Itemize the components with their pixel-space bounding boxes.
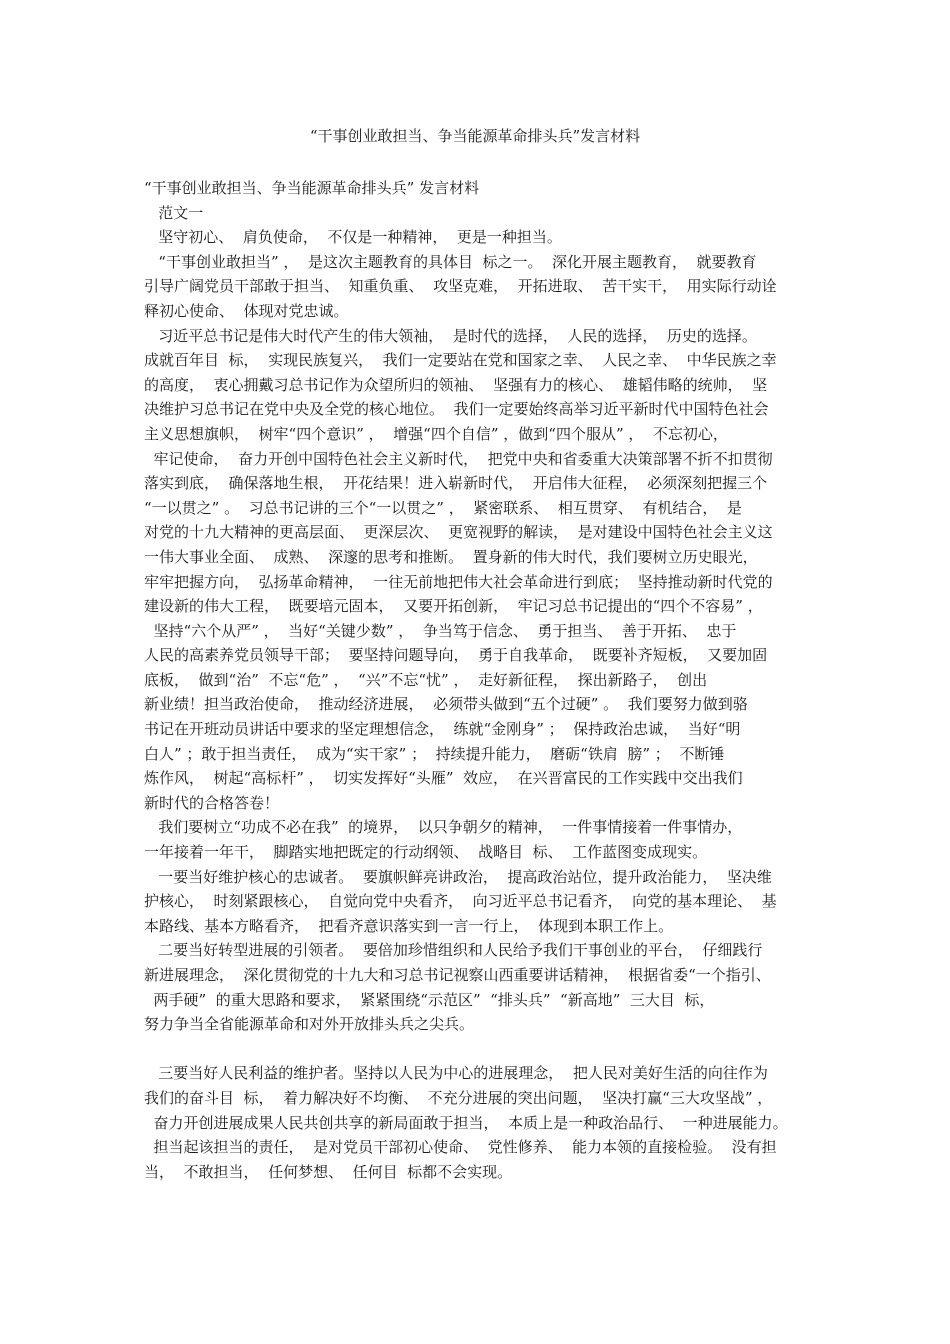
- text-line: 我们的奋斗目 标， 着力解决好不均衡、 不充分进展的突出问题， 坚决打赢“三大攻坚战” ，: [144, 1088, 773, 1107]
- text-line: 习近平总书记是伟大时代产生的伟大领袖， 是时代的选择， 人民的选择， 历史的选择。: [144, 326, 757, 345]
- text-line: 三要当好人民利益的维护者。坚持以人民为中心的进展理念， 把人民对美好生活的向往作为: [144, 1064, 768, 1083]
- text-line: 当， 不敢担当， 任何梦想、 任何目 标都不会实现。: [144, 1162, 513, 1181]
- text-line: 坚守初心、 肩负使命， 不仅是一种精神， 更是一种担当。: [144, 228, 562, 247]
- text-line: 建设新的伟大工程， 既要培元固本， 又要开拓创新， 牢记习总书记提出的“四个不容易” ，: [144, 597, 763, 616]
- text-line: 书记在开班动员讲话中要求的坚定理想信念， 练就“金刚身” ； 保持政治忠诚， 当好“明: [144, 720, 741, 739]
- text-line: 坚持“六个从严” ， 当好“关键少数” ， 争当笃于信念、 勇于担当、 善于开拓、 忠于: [144, 621, 737, 640]
- text-line: “干事创业敢担当” ， 是这次主题教育的具体目 标之一。 深化开展主题教育， 就要教育: [144, 252, 757, 271]
- document-body: [144, 176, 812, 1184]
- text-line: 牢牢把握方向， 弘扬革命精神， 一往无前地把伟大社会革命进行到底； 坚持推动新时代党的: [144, 572, 773, 591]
- text-line: 新业绩！担当政治使命， 推动经济进展， 必须带头做到“五个过硬” 。 我们要努力做到骆: [144, 695, 748, 714]
- text-line: 落实到底， 确保落地生根， 开花结果！进入崭新时代， 开启伟大征程， 必须深刻把握三个: [144, 474, 768, 493]
- text-line: 主义思想旗帜， 树牢“四个意识” ， 增强“四个自信” ，做到“四个服从” ， 不忘初心，: [144, 424, 728, 443]
- blank-line: [144, 1037, 812, 1062]
- text-line: 努力争当全省能源革命和对外开放排头兵之尖兵。: [144, 1015, 475, 1034]
- text-line: 引导广阔党员干部敢于担当、 知重负重、 攻坚克难， 开拓进取、 苦干实干， 用实际行动诠: [144, 277, 777, 296]
- text-line: 一要当好维护核心的忠诚者。 要旗帜鲜亮讲政治， 提高政治站位，提升政治能力， 坚决维: [144, 867, 772, 886]
- text-line: 本路线、基本方略看齐， 把看齐意识落实到一言一行上， 体现到本职工作上。: [144, 916, 674, 935]
- text-line: 对党的十九大精神的更高层面、 更深层次、 更宽视野的解读， 是对建设中国特色社会主义这: [144, 523, 773, 542]
- text-line: 底板， 做到“治” 不忘“危” ， “兴”不忘“忧” ， 走好新征程， 探出新路子， 创出: [144, 670, 708, 689]
- text-line: 决维护习总书记在党中央及全党的核心地位。 我们一定要始终高举习近平新时代中国特色社会: [144, 400, 769, 419]
- text-line: 释初心使命、 体现对党忠诚。: [144, 301, 349, 320]
- text-line: 白人” ；敢于担当责任， 成为“实干家” ； 持续提升能力， 磨砺“铁肩 膀” ； 不断锤: [144, 744, 725, 763]
- text-line: 人民的高素养党员领导干部； 要坚持问题导向， 勇于自我革命， 既要补齐短板， 又要加固: [144, 646, 768, 665]
- text-line: 牢记使命， 奋力开创中国特色社会主义新时代， 把党中央和省委重大决策部署不折不扣贯彻: [144, 449, 773, 468]
- text-line: 新进展理念， 深化贯彻党的十九大和习总书记视察山西重要讲话精神， 根据省委“一个指引、: [144, 966, 771, 984]
- document-title: “干事创业敢担当、争当能源革命排头兵”发言材料: [309, 127, 641, 145]
- text-line: 两手硬” 的重大思路和要求， 紧紧围绕“示范区” “排头兵” “新高地” 三大目 标，: [144, 990, 715, 1009]
- text-line: 一年接着一年干， 脚踏实地把既定的行动纲领、 战略目 标、 工作蓝图变成现实。: [144, 843, 708, 862]
- text-line: “干事创业敢担当、争当能源革命排头兵” 发言材料: [144, 179, 480, 197]
- text-line: “一以贯之” 。 习总书记讲的三个“一以贯之” ， 紧密联系、 相互贯穿、 有机结合， 是: [144, 498, 742, 517]
- text-line: 二要当好转型进展的引领者。 要倍加珍惜组织和人民给予我们干事创业的平台， 仔细践行: [144, 941, 763, 960]
- text-line: 成就百年目 标， 实现民族复兴， 我们一定要站在党和国家之幸、 人民之幸、 中华民族之幸: [144, 351, 777, 370]
- text-line: 炼作风， 树起“高标杆” ， 切实发挥好“头雁” 效应， 在兴晋富民的工作实践中交出我们: [144, 769, 743, 788]
- text-line: 护核心， 时刻紧跟核心， 自觉向党中央看齐， 向习近平总书记看齐， 向党的基本理论、 基: [144, 892, 777, 911]
- text-line: 我们要树立“功成不必在我” 的境界， 以只争朝夕的精神， 一件事情接着一件事情办，: [144, 818, 743, 837]
- text-line: 范文一: [144, 203, 204, 222]
- text-line: 奋力开创进展成果人民共创共享的新局面敢于担当， 本质上是一种政治品行、 一种进展能力。: [144, 1113, 788, 1132]
- text-line: 新时代的合格答卷！: [144, 793, 280, 812]
- text-line: 的高度， 衷心拥戴习总书记作为众望所归的领袖、 坚强有力的核心、 雄韬伟略的统帅， 坚: [144, 375, 768, 394]
- text-line: 担当起该担当的责任， 是对党员干部初心使命、 党性修养、 能力本领的直接检验。 没有担: [144, 1138, 777, 1157]
- text-line: 一伟大事业全面、 成熟、 深邃的思考和推断。 置身新的伟大时代，我们要树立历史眼光，: [144, 547, 758, 566]
